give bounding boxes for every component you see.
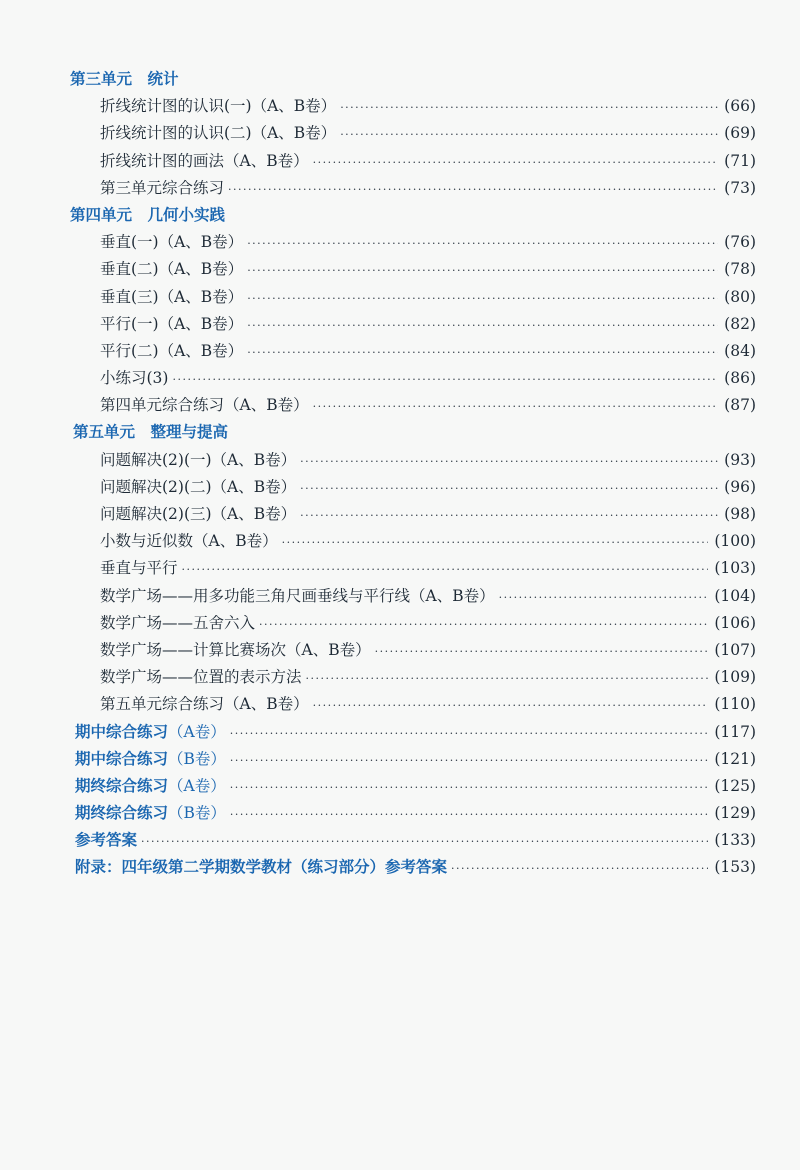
entry-title: 期终综合练习（B卷） [75, 804, 226, 823]
leader-dots [230, 801, 708, 828]
leader-dots [340, 121, 718, 148]
leader-dots [313, 692, 709, 719]
unit-heading[interactable] [0, 419, 800, 446]
toc-entry[interactable] [0, 447, 800, 474]
leader-dots [300, 475, 718, 502]
entry-title: 平行(一)（A、B卷） [100, 314, 244, 333]
entry-title: 数学广场——计算比赛场次（A、B卷） [100, 640, 371, 659]
page-number: (82) [724, 314, 756, 333]
page-number: (109) [714, 668, 756, 687]
page-number: (104) [714, 586, 756, 605]
leader-dots [375, 638, 709, 665]
page-number: (80) [724, 287, 756, 306]
toc-entry[interactable] [0, 664, 800, 691]
toc-entry[interactable] [0, 284, 800, 311]
toc-entry[interactable] [0, 311, 800, 338]
page-number: (121) [714, 749, 756, 768]
toc-top-entry[interactable] [0, 854, 800, 881]
leader-dots [172, 366, 718, 393]
leader-dots [306, 665, 709, 692]
page-number: (107) [714, 640, 756, 659]
toc-top-entry[interactable] [0, 827, 800, 854]
unit-heading[interactable] [0, 66, 800, 93]
toc-entry[interactable] [0, 691, 800, 718]
entry-title: 第五单元综合练习（A、B卷） [100, 695, 309, 714]
page-number: (87) [724, 396, 756, 415]
toc-top-entry[interactable] [0, 773, 800, 800]
entry-title: 垂直(三)（A、B卷） [100, 287, 244, 306]
toc-entry[interactable] [0, 610, 800, 637]
page-number: (93) [724, 450, 756, 469]
page-number: (73) [724, 178, 756, 197]
leader-dots [182, 556, 709, 583]
toc-entry[interactable] [0, 229, 800, 256]
page-number: (133) [714, 831, 756, 850]
leader-dots [282, 529, 709, 556]
entry-title: 数学广场——位置的表示方法 [100, 668, 302, 687]
entry-title: 期中综合练习（A卷） [75, 722, 226, 741]
entry-title: 第三单元综合练习 [100, 178, 225, 197]
leader-dots [247, 339, 718, 366]
toc-entry[interactable] [0, 365, 800, 392]
unit-title: 第三单元 统计 [70, 70, 179, 88]
entry-title: 问题解决(2)(一)（A、B卷） [100, 450, 297, 469]
toc-entry[interactable] [0, 501, 800, 528]
entry-title: 折线统计图的画法（A、B卷） [100, 151, 309, 170]
entry-title: 问题解决(2)(二)（A、B卷） [100, 477, 297, 496]
leader-dots [300, 448, 718, 475]
page-number: (71) [724, 151, 756, 170]
entry-title: 平行(二)（A、B卷） [100, 341, 244, 360]
page-number: (96) [724, 477, 756, 496]
entry-title: 垂直(一)（A、B卷） [100, 233, 244, 252]
toc-entry[interactable] [0, 392, 800, 419]
leader-dots [300, 502, 718, 529]
toc-entry[interactable] [0, 175, 800, 202]
page-number: (86) [724, 369, 756, 388]
leader-dots [451, 855, 708, 882]
page-number: (125) [714, 776, 756, 795]
page-number: (69) [724, 124, 756, 143]
toc-entry[interactable] [0, 528, 800, 555]
unit-heading[interactable] [0, 202, 800, 229]
leader-dots [247, 312, 718, 339]
entry-title: 折线统计图的认识(一)（A、B卷） [100, 97, 337, 116]
toc-top-entry[interactable] [0, 746, 800, 773]
toc-top-entry[interactable] [0, 800, 800, 827]
toc-top-entry[interactable] [0, 719, 800, 746]
entry-title: 数学广场——五舍六入 [100, 613, 256, 632]
unit-title: 第四单元 几何小实践 [70, 205, 226, 224]
leader-dots [141, 828, 708, 855]
entry-title: 期终综合练习（A卷） [75, 776, 226, 795]
entry-title: 第四单元综合练习（A、B卷） [100, 396, 309, 415]
leader-dots [340, 94, 718, 121]
toc-entry[interactable] [0, 256, 800, 283]
toc-entry[interactable] [0, 555, 800, 582]
page-number: (103) [714, 559, 756, 578]
entry-title: 附录：四年级第二学期数学教材（练习部分）参考答案 [75, 858, 448, 877]
leader-dots [259, 611, 708, 638]
leader-dots [247, 285, 718, 312]
page-number: (76) [724, 233, 756, 252]
entry-title: 问题解决(2)(三)（A、B卷） [100, 505, 297, 523]
entry-title: 垂直与平行 [100, 559, 178, 578]
page-number: (106) [714, 613, 756, 632]
toc-entry[interactable] [0, 474, 800, 501]
page-number: (84) [724, 341, 756, 360]
page-number: (100) [714, 532, 756, 551]
entry-title: 数学广场——用多功能三角尺画垂线与平行线（A、B卷） [100, 586, 495, 605]
toc-entry[interactable] [0, 93, 800, 120]
table-of-contents [0, 66, 800, 882]
page-number: (98) [724, 505, 756, 523]
entry-title: 折线统计图的认识(二)（A、B卷） [100, 124, 337, 143]
leader-dots [230, 720, 709, 747]
page-number: (129) [714, 804, 756, 823]
page-number: (66) [724, 97, 756, 116]
entry-title: 期中综合练习（B卷） [75, 749, 226, 768]
page-number: (110) [714, 695, 756, 714]
leader-dots [228, 176, 718, 203]
leader-dots [499, 584, 709, 611]
entry-title: 垂直(二)（A、B卷） [100, 260, 244, 279]
leader-dots [313, 393, 719, 420]
page-number: (153) [714, 858, 756, 877]
leader-dots [247, 257, 718, 284]
page-number: (117) [714, 722, 756, 741]
unit-title: 第五单元 整理与提高 [73, 423, 229, 442]
toc-entry[interactable] [0, 120, 800, 147]
entry-title: 小练习(3) [100, 369, 169, 388]
toc-entry[interactable] [0, 148, 800, 175]
toc-entry[interactable] [0, 637, 800, 664]
leader-dots [230, 747, 708, 774]
leader-dots [230, 774, 709, 801]
entry-title: 小数与近似数（A、B卷） [100, 532, 278, 551]
leader-dots [247, 230, 718, 257]
leader-dots [313, 149, 719, 176]
toc-entry[interactable] [0, 583, 800, 610]
page-number: (78) [724, 260, 756, 279]
entry-title: 参考答案 [75, 831, 138, 850]
toc-entry[interactable] [0, 338, 800, 365]
